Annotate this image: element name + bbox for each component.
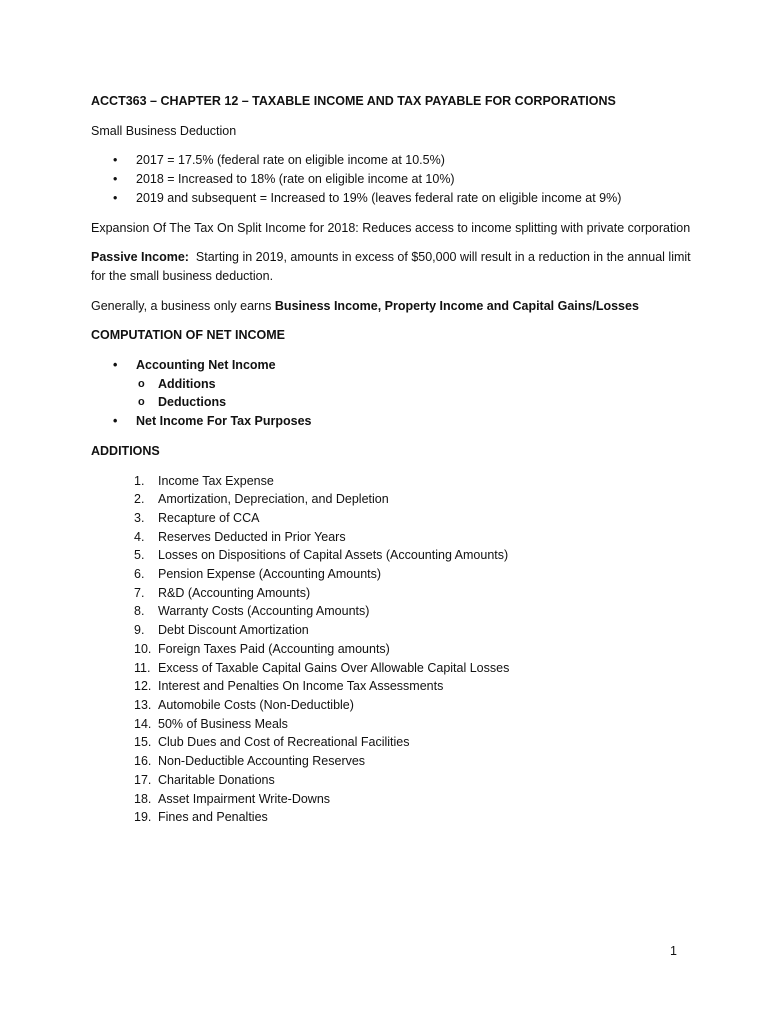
list-item-number: 5. [134, 548, 145, 563]
list-item-label: Pension Expense (Accounting Amounts) [158, 567, 382, 582]
list-item-number: 16. [134, 754, 152, 769]
list-item-number: 11. [134, 660, 151, 675]
list-item-label: Asset Impairment Write-Downs [158, 791, 331, 806]
list-item [91, 621, 691, 640]
computation-item-label: Accounting Net Income [136, 358, 276, 373]
list-item-number: 7. [134, 585, 145, 600]
list-item [91, 602, 691, 621]
generally-prefix: Generally, a business only earns [91, 298, 275, 313]
list-item [91, 565, 691, 584]
list-item: • 2017 = 17.5% (federal rate on eligible income at 10.5%) [91, 151, 691, 170]
list-item [91, 528, 691, 547]
list-item [91, 696, 691, 715]
computation-list [91, 356, 691, 431]
list-item-label: Club Dues and Cost of Recreational Facilities [158, 735, 410, 750]
list-item [91, 640, 691, 659]
list-item: • 2018 = Increased to 18% (rate on eligible income at 10%) [91, 170, 691, 189]
list-item: o Additions [91, 375, 691, 394]
list-item-label: Charitable Donations [158, 772, 275, 787]
additions-list [91, 472, 691, 827]
generally-paragraph [91, 297, 691, 316]
list-item-number: 19. [134, 810, 152, 825]
list-item-number: 6. [134, 567, 145, 582]
page-number: 1 [670, 944, 677, 958]
list-item [91, 509, 691, 528]
list-item-label: Automobile Costs (Non-Deductible) [158, 697, 354, 712]
list-item-number: 12. [134, 679, 152, 694]
list-item-number: 4. [134, 529, 145, 544]
list-item [91, 808, 691, 827]
list-item [91, 790, 691, 809]
list-item-number: 15. [134, 735, 152, 750]
list-item-number: 8. [134, 604, 145, 619]
additions-heading: ADDITIONS [91, 443, 160, 458]
list-item-label: Foreign Taxes Paid (Accounting amounts) [158, 641, 390, 656]
list-item-number: 13. [134, 697, 152, 712]
list-item-label: Warranty Costs (Accounting Amounts) [158, 604, 370, 619]
list-item-label: Reserves Deducted in Prior Years [158, 529, 346, 544]
list-item-label: Excess of Taxable Capital Gains Over Allowable Capital Losses [158, 660, 510, 675]
list-item [91, 715, 691, 734]
generally-emphasis: Business Income, Property Income and Capital Gains/Losses [274, 298, 639, 313]
document-title: ACCT363 – CHAPTER 12 – TAXABLE INCOME AND TAX PAYABLE FOR CORPORATIONS [91, 94, 616, 108]
list-item-label: Recapture of CCA [158, 510, 260, 525]
list-item-label: Interest and Penalties On Income Tax Assessments [158, 679, 444, 694]
small-business-heading: Small Business Deduction [91, 123, 237, 138]
list-item-number: 9. [134, 623, 145, 638]
list-item [91, 733, 691, 752]
computation-sublist [91, 375, 691, 412]
list-item-number: 14. [134, 716, 152, 731]
list-item-label: Amortization, Depreciation, and Depletion [158, 492, 389, 507]
list-item: o Deductions [91, 393, 691, 412]
list-item [91, 546, 691, 565]
list-item-label: Debt Discount Amortization [158, 623, 309, 638]
list-item-label: Income Tax Expense [158, 473, 274, 488]
list-item-number: 1. [134, 473, 145, 488]
list-item [91, 490, 691, 509]
split-income-paragraph: Expansion Of The Tax On Split Income for 2018: Reduces access to income splitting with private corporation [91, 220, 691, 235]
passive-income-text: Starting in 2019, amounts in excess of $50,000 will result in a reduction in the annual limit for the small business deduction. [91, 250, 695, 283]
list-item-number: 18. [134, 791, 152, 806]
list-item [91, 584, 691, 603]
list-item-number: 17. [134, 772, 152, 787]
list-item-label: Non-Deductible Accounting Reserves [158, 754, 366, 769]
computation-heading: COMPUTATION OF NET INCOME [91, 328, 285, 343]
small-business-list [91, 151, 691, 207]
list-item-number: 10. [134, 641, 152, 656]
list-item [91, 472, 691, 491]
list-item-label: R&D (Accounting Amounts) [158, 585, 311, 600]
list-item-number: 3. [134, 510, 145, 525]
document-page [91, 92, 695, 827]
list-item [91, 659, 691, 678]
list-item-label: 50% of Business Meals [158, 716, 288, 731]
list-item [91, 677, 691, 696]
list-item: • Net Income For Tax Purposes [91, 412, 691, 431]
list-item-label: Losses on Dispositions of Capital Assets (Accounting Amounts) [158, 548, 509, 563]
list-item: • 2019 and subsequent = Increased to 19% (leaves federal rate on eligible income at 9%) [91, 189, 691, 208]
list-item-label: Fines and Penalties [158, 810, 268, 825]
passive-income-paragraph [91, 248, 695, 285]
list-item [91, 771, 691, 790]
list-item [91, 752, 691, 771]
list-item-number: 2. [134, 492, 145, 507]
passive-income-label: Passive Income: [91, 250, 189, 265]
list-item [91, 356, 691, 412]
